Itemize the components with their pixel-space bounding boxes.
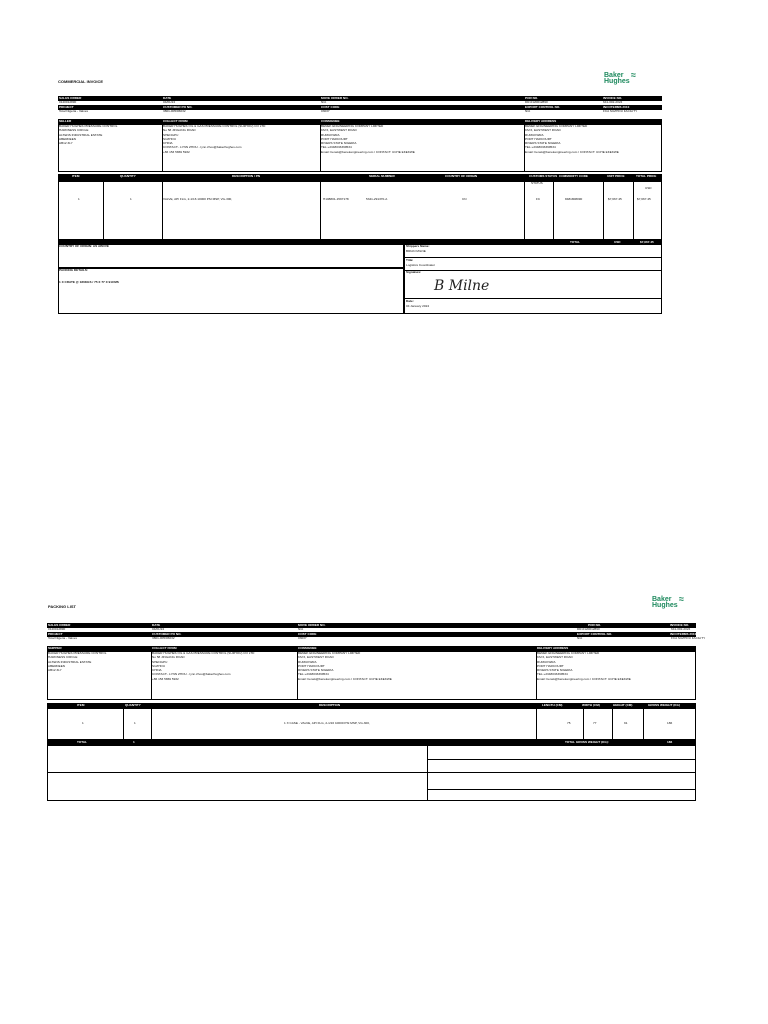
cost-code-value: 03037 [321,109,330,113]
item-description: VALVE, API FLG, 2-1/16 10000 PSI MSP, VG-300, [163,197,233,201]
packing-details-label: PACKING DETAILS: [59,268,88,272]
consignee-address: BENEK ENGINEERING COMPANY LIMITED KM 6, EASTWEST ROAD RUMUKWRA PORT HARCOURT RIVERS STATE NIGERIA TEL:+2348033399534 Email: benek@benekengineering.com / CONTACT: UCHE EKEKWE [321,124,415,154]
col-origin: COUNTRY OF ORIGIN [445,174,478,178]
hdr-seller: SELLER [59,119,72,123]
pl-move-order-value: N/A [298,627,304,631]
pl-col-quantity: QUANTITY [125,703,141,707]
country-note-box [58,244,404,268]
invoice-items-box [58,181,662,240]
packing-details-value: 1 X CRATE @ 186KGS / 75 X 77 X 91CMS [59,280,119,284]
hdr-consignee: CONSIGNEE [321,119,340,123]
pl-hdr-consignee: CONSIGNEE [298,646,317,650]
pl-col-length: LENGTH (CM) [542,703,563,707]
currency-label: USD [645,186,652,190]
logo-line1: Baker [604,72,624,79]
col-item: ITEM [72,174,80,178]
packing-items-box [47,708,696,740]
pl-col-width: WIDTH (CM) [582,703,600,707]
invoice-parties-header [58,119,662,124]
item-commodity-code: 8481808090 [565,197,583,201]
item-total-price: $7,667.45 [637,197,651,201]
hdr-project: PROJECT [59,105,74,109]
pl-item-number: 1 [82,721,84,725]
logo2-line1: Baker [652,596,672,603]
hdr-export-control: EXPORT CONTROL NO. [525,105,561,109]
item-origin: CN [462,197,467,201]
pl-collect-from-address: BAKER HUGHES OIL & GAS PRESSURE CONTROL (SUZHOU) CO LTD No 58 JINGANG ROAD SHENGPU SUZHOU CHINA CONTACT:- LYNN ZHOU - lynn.zhou@bakerhughes.com +86 153 5869 5932 [152,651,255,681]
sales-order-value: 0120012890 [59,100,77,104]
col-customs: CUSTOMS STATUS [529,174,558,178]
pl-col-description: DESCRIPTION [319,703,341,707]
pl-item-quantity: 1 [134,721,136,725]
pl-hdr-por-no: POR NO. [588,623,602,627]
shipper-name: BRIAN MILNE [406,249,426,253]
customs-status-line2: STATUS [531,181,543,185]
seller-address: BAKER HUGHES PRESSURE CONTROL HARDNESS CIRCLE ALTENS INDUSTRIAL ESTATE ABERDEEN AB12 3LY [59,124,118,146]
pl-item-length: 75 [567,721,571,725]
pl-hdr-export-control: EXPORT CONTROL NO. [577,632,613,636]
pl-hdr-sales-order: SALES ORDER [48,623,71,627]
pl-hdr-shipper: SHIPPER [48,646,62,650]
pl-col-item: ITEM [77,703,85,707]
shipper-signature: B Milne [434,278,490,294]
total-currency: USD [614,240,621,244]
packing-parties-header [47,646,696,651]
invoice-title: COMMERCIAL INVOICE [58,79,104,84]
col-unit-price: UNIT PRICE [607,174,625,178]
item-customs: FC [536,197,541,201]
pl-customer-po-value: 3801-005/06032 [152,636,175,640]
pl-total-weight-label: TOTAL GROSS WEIGHT (KG): [565,740,609,744]
logo-mark-icon: ≈ [631,70,636,80]
pl-item-weight: 186 [667,721,673,725]
item-unit-price: $7,667.45 [608,197,622,201]
pl-col-weight: GROSS WEIGHT (KG) [648,703,680,707]
pl-export-control-value: N/A [577,636,583,640]
delivery-address: BENEK ENGINEERING COMPANY LIMITED KM 6, EASTWEST ROAD RUMUKWRA PORT HARCOURT RIVERS STATE NIGERIA TEL:+2348033399534 Email: benek@benekengineering.com / CONTACT: UCHE EKEKWE [525,124,619,154]
hdr-invoice-no: INVOICE NO. [603,96,623,100]
hdr-incoterms: INCOTERMS 2010 [603,105,630,109]
hdr-customer-po: CUSTOMER PO NO. [163,105,193,109]
packing-title: PACKING LIST [48,604,76,609]
packing-items-header [47,703,696,708]
pl-total-quantity: 1 [133,740,135,744]
invoice-header-row1 [58,96,662,101]
baker-hughes-logo-2 [652,594,684,609]
move-order-value: N/A [321,100,327,104]
logo-line2: Hughes [604,78,630,85]
incoterms-value: FCA SUZHOU FACILITY [603,109,638,113]
invoice-header-row2 [58,105,662,110]
pl-hdr-cost-code: COST CODE [298,632,317,636]
shipper-date-label: Date: [406,299,414,303]
pl-delivery-address: BENEK ENGINEERING COMPANY LIMITED KM 6, EASTWEST ROAD RUMUKWRA PORT HARCOURT RIVERS STATE NIGERIA TEL:+2348033399534 Email: benek@benekengineering.com / CONTACT: UCHE EKEKWE [537,651,631,681]
invoice-items-header [58,174,662,181]
pl-hdr-move-order: MOVE ORDER NO. [298,623,326,627]
pl-item-height: 91 [624,721,628,725]
pl-total-label: TOTAL [77,740,88,744]
packing-total-row [47,740,696,745]
col-description: DESCRIPTION / PN [232,174,261,178]
hdr-cost-code: COST CODE [321,105,340,109]
shipper-signature-label: Signature: [406,270,422,274]
col-serial: SERIAL NUMBER [369,174,395,178]
pl-hdr-delivery: DELIVERY ADDRESS [537,646,569,650]
shipper-title-label: Title: [406,258,414,262]
pl-hdr-date: DATE [152,623,161,627]
project-value: Total Nigeria - Valves [59,109,88,113]
pl-hdr-project: PROJECT [48,632,63,636]
customer-po-value: 3801-005/06032 [163,109,186,113]
pl-project-value: Total Nigeria - Valves [48,636,77,640]
item-number: 1 [78,197,80,201]
col-total-price: TOTAL PRICE [636,174,657,178]
total-label: TOTAL [570,240,581,244]
pl-hdr-incoterms: INCOTERMS 2010 [670,632,696,636]
pl-hdr-invoice-no: INVOICE NO. [670,623,690,627]
pl-cost-code-value: 03037 [298,636,307,640]
item-quantity: 1 [130,197,132,201]
pl-sales-order-value: 0120012890 [48,627,66,631]
pl-por-no-value: DR-0120012890 [577,627,600,631]
pl-date-value: 04/01/24 [152,627,165,631]
item-serial-1: H108801-1597178 [323,197,349,201]
por-no-value: DR-0120012890 [525,100,548,104]
collect-from-address: BAKER HUGHES OIL & GAS PRESSURE CONTROL (SUZHOU) CO LTD No 58 JINGANG ROAD SHENGPU SUZHOU CHINA CONTACT:- LYNN ZHOU - lynn.zhou@bakerhughes.com +86 153 5869 5932 [163,124,266,154]
col-quantity: QUANTITY [120,174,136,178]
pl-hdr-customer-po: CUSTOMER PO NO. [152,632,182,636]
pl-invoice-no-value: 641-002-2024 [671,627,691,631]
pl-total-weight: 186 [667,740,673,744]
shipper-date: 04 January 2024 [406,304,430,308]
pl-shipper-address: BAKER HUGHES PRESSURE CONTROL HARDNESS CIRCLE ALTENS INDUSTRIAL ESTATE ABERDEEN AB12 3LY [48,651,107,673]
pl-consignee-address: BENEK ENGINEERING COMPANY LIMITED KM 6, EASTWEST ROAD RUMUKWRA PORT HARCOURT RIVERS STATE NIGERIA TEL:+2348033399534 Email: benek@benekengineering.com / CONTACT: UCHE EKEKWE [298,651,392,681]
hdr-date: DATE [163,96,172,100]
shipper-title: Logistics Coordinator [406,263,436,267]
baker-hughes-logo [604,70,636,85]
country-note: COUNTRY OF ORIGIN: AS ABOVE [59,244,109,248]
packing-details-box [58,268,404,314]
col-commodity: COMMODITY CODE [559,174,588,178]
hdr-por-no: POR NO. [525,96,539,100]
total-value: $7,667.45 [640,240,654,244]
pl-item-description: 1 X CASE - VALVE, API FLG, 2-1/16 10000 PSI MSP, VG-300, [284,721,370,725]
packing-header-row2 [47,632,696,637]
logo2-mark-icon: ≈ [679,594,684,604]
packing-footer-box [47,745,696,801]
pl-item-width: 77 [593,721,597,725]
shipper-name-label: Shippers Name: [406,244,430,248]
pl-hdr-collect-from: COLLECT FROM [152,646,177,650]
hdr-move-order: MOVE ORDER NO. [321,96,349,100]
date-value: 04/01/24 [163,100,176,104]
hdr-collect-from: COLLECT FROM [163,119,188,123]
pl-col-height: HEIGHT (CM) [613,703,633,707]
hdr-delivery-address: DELIVERY ADDRESS [525,119,557,123]
export-control-value: N/A [525,109,531,113]
item-serial-2: 5341-291370-A [366,197,388,201]
pl-incoterms-value: FCA SUZHOU FACILITY [671,636,706,640]
hdr-sales-order: SALES ORDER [59,96,82,100]
logo2-line2: Hughes [652,602,678,609]
invoice-no-value: 641-002-2024 [603,100,623,104]
